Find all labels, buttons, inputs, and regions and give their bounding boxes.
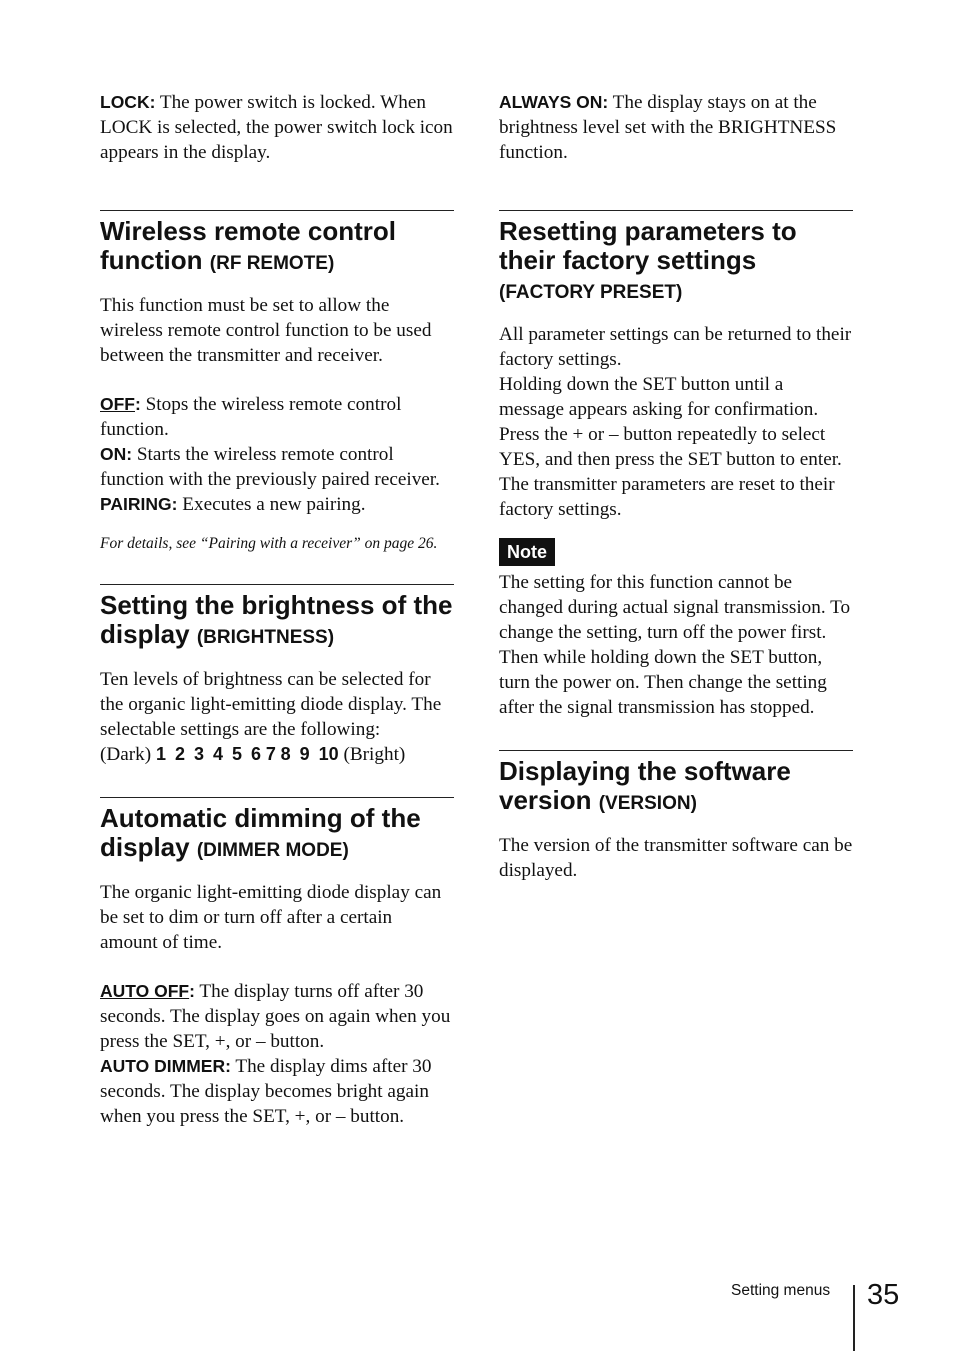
dimmer-intro: The organic light-emitting diode display can be set to dim or turn off after a certain amount of time. <box>100 882 442 953</box>
version-heading <box>499 757 853 818</box>
rf-on-text: Starts the wireless remote control function with the previously paired receiver. <box>100 444 440 490</box>
version-heading-text: Displaying the software version <box>499 756 791 815</box>
always-on-paragraph <box>499 90 853 165</box>
brightness-level-selected: 7 <box>265 744 276 764</box>
lock-paragraph <box>100 90 454 165</box>
section-rule <box>100 584 454 585</box>
note-label: Note <box>499 538 555 566</box>
rf-reference: For details, see “Pairing with a receiver” on page 26. <box>100 535 438 552</box>
section-rule <box>100 210 454 211</box>
rf-intro: This function must be set to allow the wireless remote control function to be used between the transmitter and receiver. <box>100 295 432 366</box>
version-text: The version of the transmitter software can be displayed. <box>499 835 853 881</box>
factory-p2: Holding down the SET button until a message appears asking for confirmation. Press the + or – button repeatedly to select YES, and then press the SET button to enter. The transmitter parameters are reset to their factory settings. <box>499 374 842 520</box>
footer-section-label: Setting menus <box>731 1282 831 1299</box>
rf-on-keyword: ON: <box>100 444 133 464</box>
dimmer-autodim-keyword: AUTO DIMMER: <box>100 1056 231 1076</box>
lock-text: The power switch is locked. When LOCK is selected, the power switch lock icon appears in the display. <box>100 92 453 163</box>
rf-on-option <box>100 442 454 492</box>
version-heading-sub: (VERSION) <box>598 793 697 814</box>
dimmer-heading-sub: (DIMMER MODE) <box>196 840 349 861</box>
section-rule <box>499 750 853 751</box>
factory-heading-sub: (FACTORY PRESET) <box>499 282 683 303</box>
rf-off-keyword: OFF <box>100 394 135 414</box>
factory-heading-text: Resetting parameters to their factory settings <box>499 216 797 275</box>
brightness-levels-after: 8 9 10 <box>280 744 339 764</box>
rf-heading-text: Wireless remote control function <box>100 216 396 275</box>
section-rule <box>499 210 853 211</box>
rf-heading-sub: (RF REMOTE) <box>209 253 335 274</box>
rf-off-text: Stops the wireless remote control function. <box>100 394 402 440</box>
note-box <box>499 538 853 566</box>
brightness-levels-before: 1 2 3 4 5 6 <box>155 744 262 764</box>
left-column <box>100 90 454 1129</box>
page-number: 35 <box>867 1279 900 1311</box>
dimmer-autodim-text: The display dims after 30 seconds. The display becomes bright again when you press the SET, +, or – button. <box>100 1056 432 1127</box>
lock-keyword: LOCK: <box>100 92 156 112</box>
footer-divider <box>853 1285 855 1351</box>
brightness-levels <box>100 742 454 767</box>
dimmer-autooff-text: The display turns off after 30 seconds. The display goes on again when you press the SET, +, or – button. <box>100 981 451 1052</box>
rf-pairing-text: Executes a new pairing. <box>177 494 366 515</box>
right-column <box>499 90 853 883</box>
brightness-dark-label: (Dark) <box>100 744 152 765</box>
dimmer-autooff-option <box>100 979 454 1054</box>
rf-off-option <box>100 392 454 442</box>
factory-heading <box>499 217 853 307</box>
rf-pairing-option <box>100 492 454 517</box>
factory-p1: All parameter settings can be returned to their factory settings. <box>499 324 852 370</box>
always-on-text: The display stays on at the brightness level set with the BRIGHTNESS function. <box>499 92 837 163</box>
brightness-heading <box>100 591 454 652</box>
rf-pairing-keyword: PAIRING: <box>100 494 178 514</box>
rf-heading <box>100 217 454 278</box>
dimmer-autooff-keyword: AUTO OFF <box>100 981 190 1001</box>
always-on-keyword: ALWAYS ON: <box>499 92 609 112</box>
brightness-heading-text: Setting the brightness of the display <box>100 590 453 649</box>
note-text: The setting for this function cannot be changed during actual signal transmission. To change the setting, turn off the power first. Then while holding down the SET button, turn the power on. Then change the setting after the signal transmission has stopped. <box>499 572 851 718</box>
dimmer-heading-text: Automatic dimming of the display <box>100 803 421 862</box>
dimmer-autodim-option <box>100 1054 454 1129</box>
dimmer-autooff-colon: : <box>189 981 195 1001</box>
rf-off-colon: : <box>135 394 141 414</box>
brightness-text: Ten levels of brightness can be selected for the organic light-emitting diode display. The selectable settings are the following: <box>100 669 442 740</box>
dimmer-heading <box>100 804 454 865</box>
brightness-heading-sub: (BRIGHTNESS) <box>196 627 335 648</box>
brightness-bright-label: (Bright) <box>343 744 406 765</box>
section-rule <box>100 797 454 798</box>
